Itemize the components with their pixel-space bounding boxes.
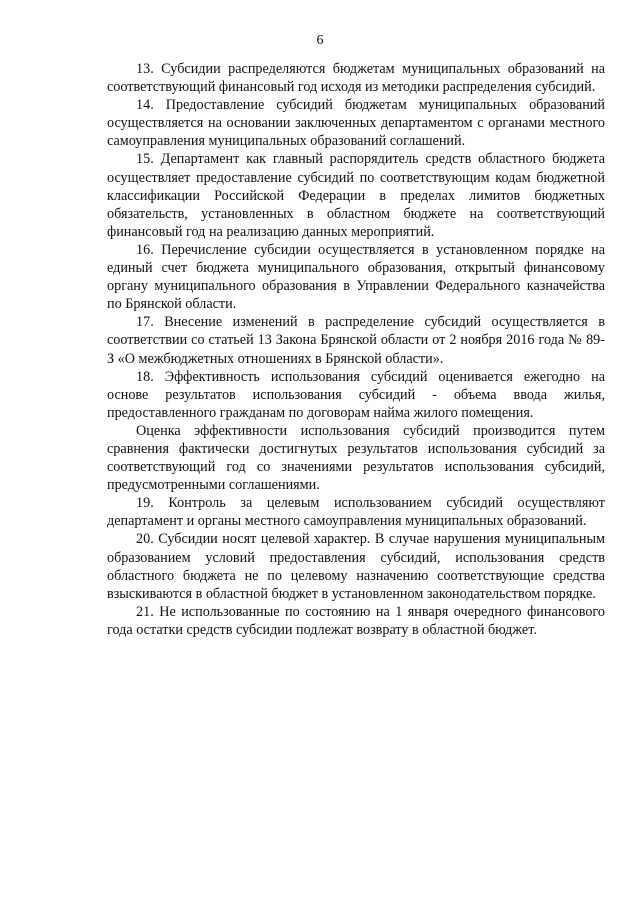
paragraph-17: 17. Внесение изменений в распределение субсидий осуществляется в соответствии со статьей 13 Закона Брянской области от 2 ноября 2016 года № 89-З «О межбюджетных отношениях в Брянской области». — [107, 314, 605, 367]
paragraph-15: 15. Департамент как главный распорядитель средств областного бюджета осуществляет предоставление субсидий по соответствующим кодам бюджетной классификации Российской Федерации в пределах лимитов бюджетных обязательств, установленных в областном бюджете на соответствующий финансовый год на реализацию данных мероприятий. — [107, 151, 605, 240]
paragraph-19: 19. Контроль за целевым использованием субсидий осуществляют департамент и органы местного самоуправления муниципальных образований. — [107, 495, 605, 530]
document-body — [107, 60, 605, 639]
paragraph-14: 14. Предоставление субсидий бюджетам муниципальных образований осуществляется на основании заключенных департаментом с органами местного самоуправления муниципальных образований соглашений. — [107, 97, 605, 150]
paragraph-18: 18. Эффективность использования субсидий оценивается ежегодно на основе результатов использования субсидий - объема ввода жилья, предоставленного гражданам по договорам найма жилого помещения. — [107, 368, 605, 421]
paragraph-20: 20. Субсидии носят целевой характер. В случае нарушения муниципальным образованием условий предоставления субсидий, использования средств областного бюджета не по целевому назначению соответствующие средства взыскиваются в областной бюджет в установленном законодательством порядке. — [107, 531, 605, 602]
paragraph-13: 13. Субсидии распределяются бюджетам муниципальных образований на соответствующий финансовый год исходя из методики распределения субсидий. — [107, 61, 605, 96]
page-number: 6 — [316, 33, 324, 48]
paragraph-18-evaluation: Оценка эффективности использования субсидий производится путем сравнения фактически достигнутых результатов использования субсидий за соответствующий год со значениями результатов использования субсидий, предусмотренными соглашениями. — [107, 422, 605, 494]
paragraph-16: 16. Перечисление субсидии осуществляется в установленном порядке на единый счет бюджета муниципального образования, открытый финансовому органу муниципального образования в Управлении Федерального казначейства по Брянской области. — [107, 241, 605, 313]
paragraph-21: 21. Не использованные по состоянию на 1 января очередного финансового года остатки средств субсидии подлежат возврату в областной бюджет. — [107, 603, 605, 638]
